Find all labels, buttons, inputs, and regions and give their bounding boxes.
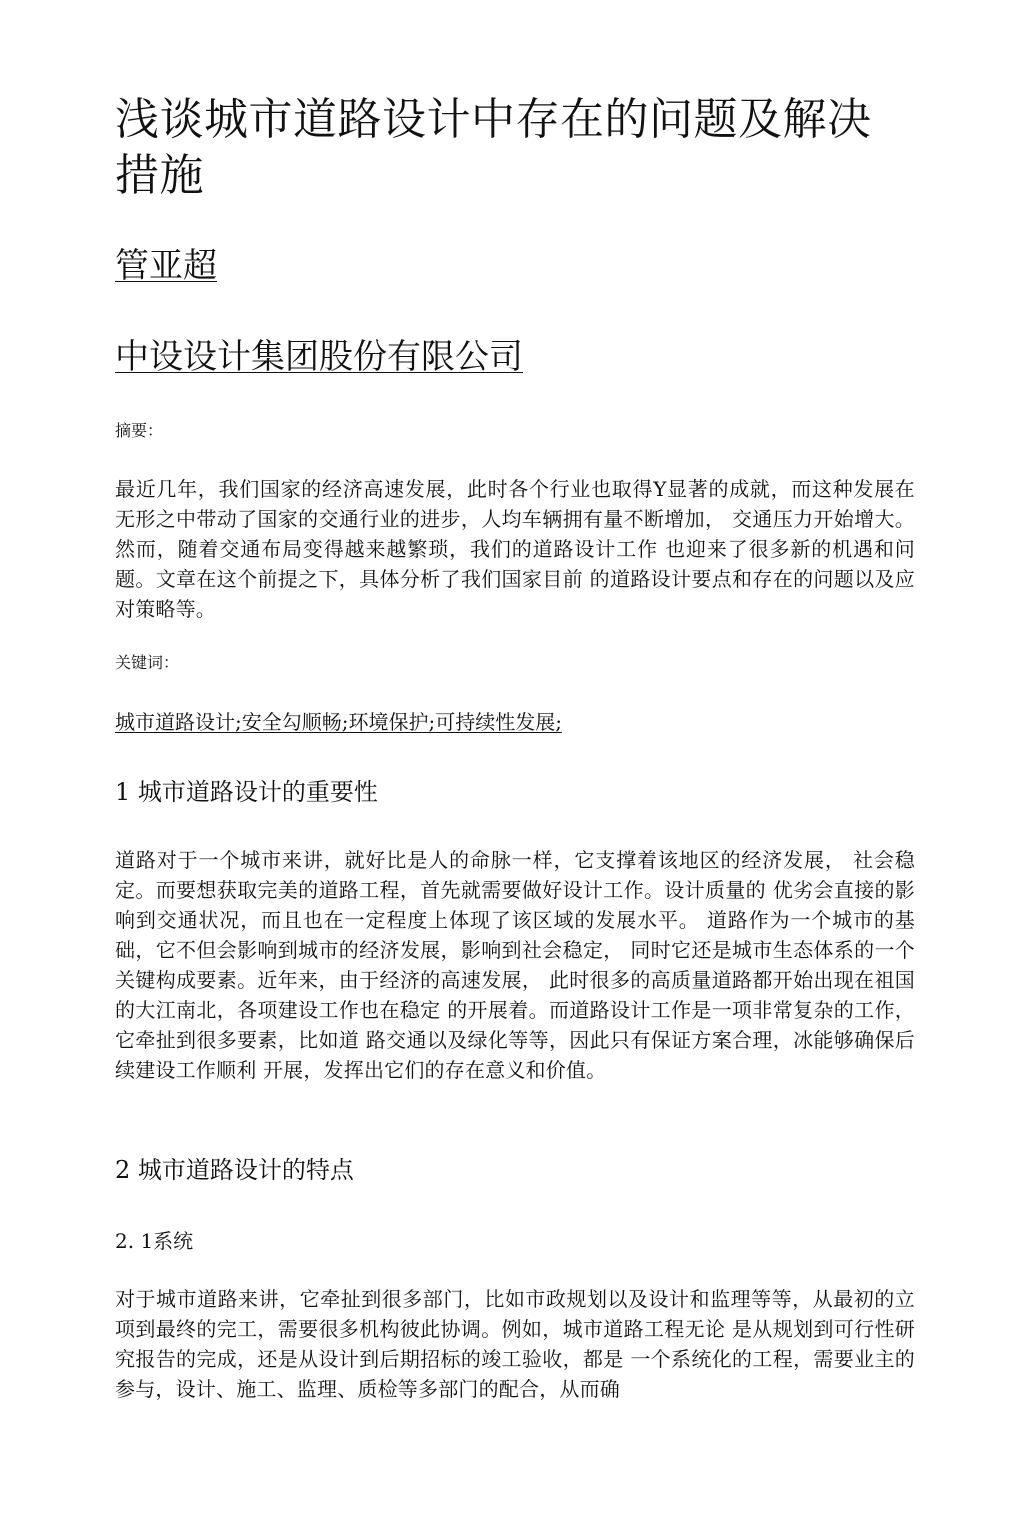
author-name: 管亚超 [115, 246, 217, 286]
section-1-text: 道路对于一个城市来讲，就好比是人的命脉一样，它支撑着该地区的经济发展， 社会稳定。而要想获取完美的道路工程，首先就需要做好设计工作。设计质量的 优劣会直接的影响到交通状况，而且也在一定程度上体现了该区域的发展水平。 道路作为一个城市的基础，它不但会影响到城市的经济发展，影响到社会稳定， 同时它还是城市生态体系的一个关键构成要素。近年来，由于经济的高速发展， 此时很多的高质量道路都开始出现在祖国的大江南北，各项建设工作也在稳定 的开展着。而道路设计工作是一项非常复杂的工作，它牵扯到很多要素，比如道 路交通以及绿化等等，因此只有保证方案合理，冰能够确保后续建设工作顺利 开展，发挥出它们的存在意义和价值。 [115, 848, 915, 1082]
section-2-1-heading: 2. 1系统 [115, 1229, 194, 1253]
abstract-label: 摘要： [115, 421, 164, 440]
keywords-text: 城市道路设计;安全勾顺畅;环境保护;可持续性发展; [115, 710, 562, 734]
abstract-text: 最近几年，我们国家的经济高速发展，此时各个行业也取得Y显著的成就，而这种发展在无形之中带动了国家的交通行业的进步，人均车辆拥有量不断增加， 交通压力开始增大。然而，随着交通布局变得越来越繁琐，我们的道路设计工作 也迎来了很多新的机遇和问题。文章在这个前提之下，具体分析了我们国家目前 的道路设计要点和存在的问题以及应对策略等。 [115, 477, 915, 621]
section-2-heading: 2 城市道路设计的特点 [115, 1156, 354, 1184]
section-1-heading: 1 城市道路设计的重要性 [115, 778, 378, 806]
section-2-1-text: 对于城市道路来讲，它牵扯到很多部门，比如市政规划以及设计和监理等等，从最初的立项到最终的完工，需要很多机构彼此协调。例如，城市道路工程无论 是从规划到可行性研究报告的完成，还是从设计到后期招标的竣工验收，都是 一个系统化的工程，需要业主的参与，设计、施工、监理、质检等多部门的配合，从而确 [115, 1287, 915, 1401]
document-title: 浅谈城市道路设计中存在的问题及解决措施 [115, 94, 872, 201]
author-affiliation: 中设设计集团股份有限公司 [115, 337, 523, 377]
keywords-label: 关键词： [115, 653, 180, 672]
